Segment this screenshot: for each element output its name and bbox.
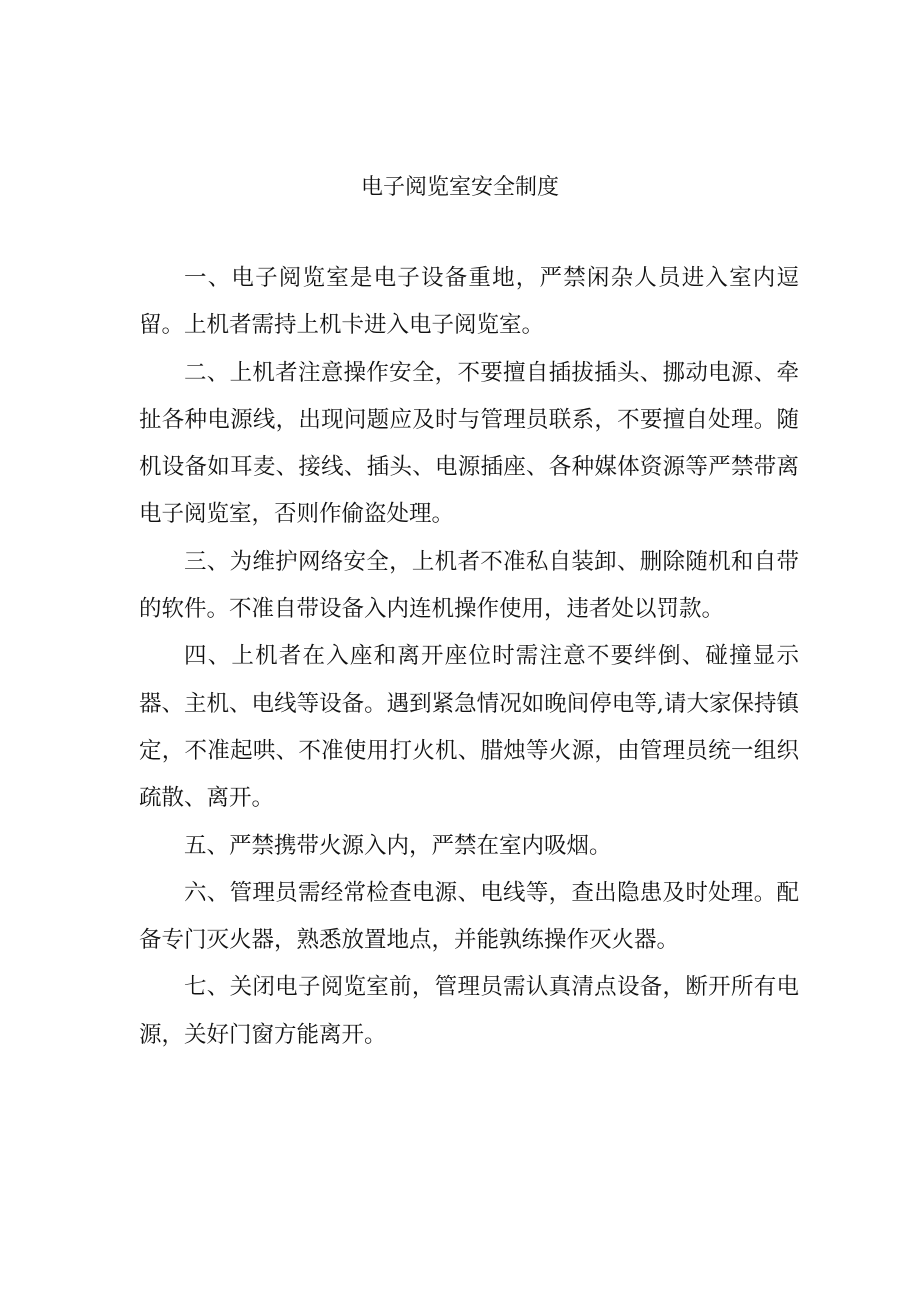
- paragraph-5: 五、严禁携带火源入内，严禁在室内吸烟。: [184, 832, 612, 859]
- paragraph-2: 二、上机者注意操作安全，不要擅自插拔插头、挪动电源、牵扯各种电源线，出现问题应及时与管理员联系，不要擅自处理。随机设备如耳麦、接线、插头、电源插座、各种媒体资源等严禁带离电子阅览室，否则作偷盗处理。: [139, 359, 799, 528]
- paragraph-6: 六、管理员需经常检查电源、电线等，查出隐患及时处理。配备专门灭火器，熟悉放置地点，并能孰练操作灭火器。: [139, 879, 799, 954]
- paragraph-7: 七、关闭电子阅览室前，管理员需认真清点设备，断开所有电源，关好门窗方能离开。: [139, 974, 799, 1048]
- document-title: 电子阅览室安全制度: [360, 175, 559, 200]
- document-body: [139, 255, 799, 1059]
- paragraph-4: 四、上机者在入座和离开座位时需注意不要绊倒、碰撞显示器、主机、电线等设备。遇到紧急情况如晚间停电等,请大家保持镇定，不准起哄、不准使用打火机、腊烛等火源，由管理员统一组织疏散、离开。: [139, 643, 799, 812]
- paragraph-1: 一、电子阅览室是电子设备重地，严禁闲杂人员进入室内逗留。上机者需持上机卡进入电子阅览室。: [139, 265, 799, 339]
- paragraph-3: 三、为维护网络安全，上机者不准私自装卸、删除随机和自带的软件。不准自带设备入内连机操作使用，违者处以罚款。: [139, 548, 799, 623]
